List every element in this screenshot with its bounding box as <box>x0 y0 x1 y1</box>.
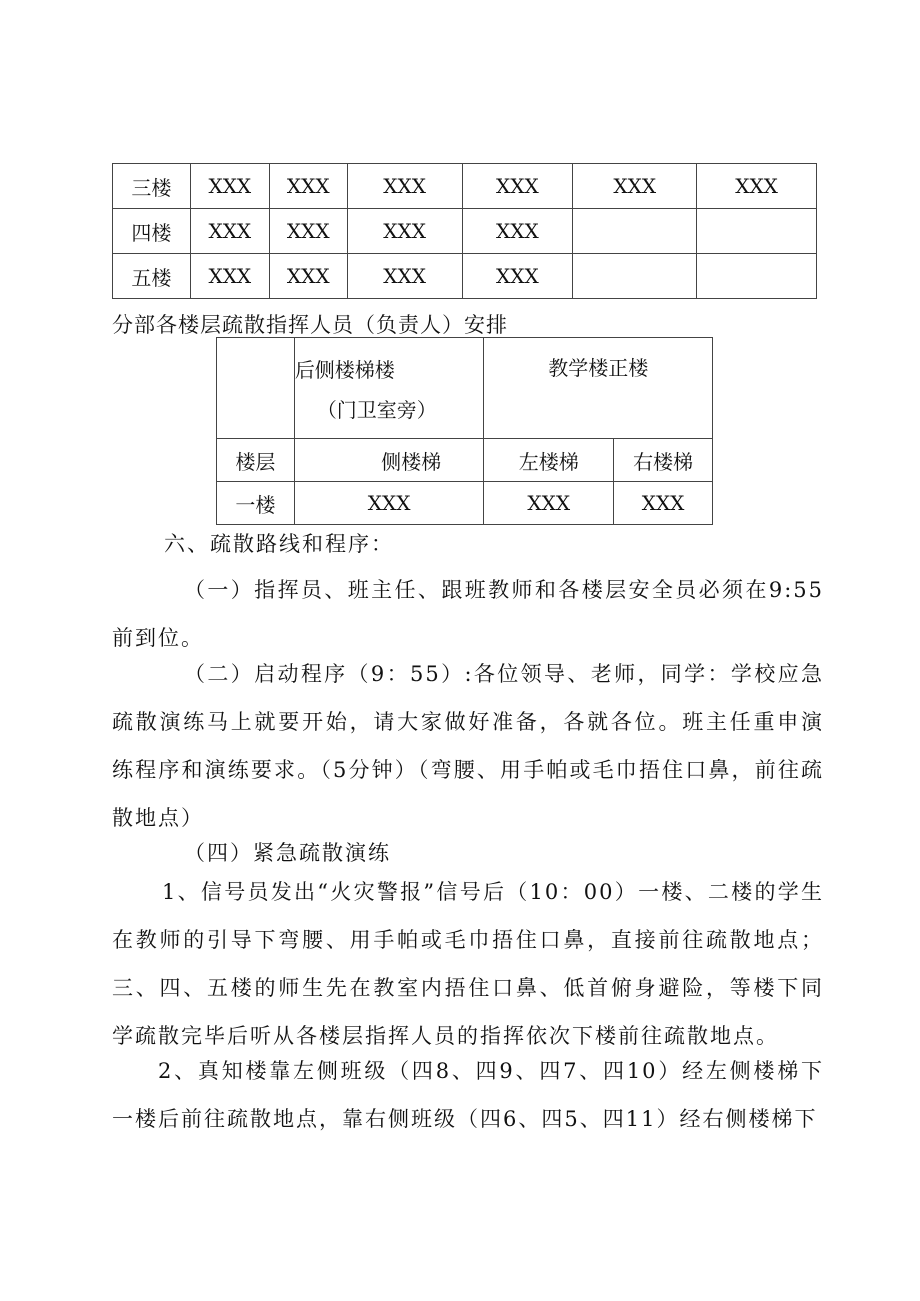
table-cell: XXX <box>269 254 347 299</box>
table-cell: XXX <box>484 482 614 525</box>
table-row <box>217 482 713 525</box>
table-cell <box>697 254 817 299</box>
left-stairs-header: 左楼梯 <box>484 439 614 482</box>
table-row <box>217 439 713 482</box>
floor-cell: 一楼 <box>217 482 295 525</box>
floor-cell: 三楼 <box>113 164 191 209</box>
paragraph: （一）指挥员、班主任、跟班教师和各楼层安全员必须在9:55前到位。 <box>112 578 824 650</box>
main-building-header: 教学楼正楼 <box>484 338 713 439</box>
side-stairs-header: 侧楼梯 <box>294 439 484 482</box>
rear-building-title: 后侧楼梯楼 <box>294 358 395 382</box>
table-cell: XXX <box>269 164 347 209</box>
table-cell <box>573 209 697 254</box>
floor-header: 楼层 <box>217 439 295 482</box>
commander-table <box>216 337 713 525</box>
table-cell: XXX <box>347 254 462 299</box>
right-stairs-header: 右楼梯 <box>614 439 713 482</box>
floor-cell: 五楼 <box>113 254 191 299</box>
table-cell: XXX <box>190 254 269 299</box>
table-row <box>113 209 817 254</box>
floor-staff-table <box>112 163 817 299</box>
table-cell: XXX <box>190 209 269 254</box>
table-cell: XXX <box>294 482 484 525</box>
table-cell: XXX <box>347 164 462 209</box>
table-cell <box>697 209 817 254</box>
section-heading: 六、疏散路线和程序： <box>164 532 394 556</box>
table-cell: XXX <box>462 164 573 209</box>
table-cell: XXX <box>347 209 462 254</box>
rear-building-subtitle: （门卫室旁） <box>316 398 437 422</box>
floor-cell: 四楼 <box>113 209 191 254</box>
table-cell: XXX <box>614 482 713 525</box>
table-cell: XXX <box>462 209 573 254</box>
paragraph: （二）启动程序（9：55）:各位领导、老师，同学：学校应急疏散演练马上就要开始，请大家做好准备，各就各位。班主任重申演练程序和演练要求。（5分钟）（弯腰、用手帕或毛巾捂住口鼻，前往疏散地点） <box>112 662 824 830</box>
table-cell: XXX <box>190 164 269 209</box>
subsection-heading: （四）紧急疏散演练 <box>184 841 391 865</box>
table-row <box>113 254 817 299</box>
paragraph: 1、信号员发出“火灾警报”信号后（10：00）一楼、二楼的学生在教师的引导下弯腰、用手帕或毛巾捂住口鼻，直接前往疏散地点；三、四、五楼的师生先在教室内捂住口鼻、低首俯身避险，等楼下同学疏散完毕后听从各楼层指挥人员的指挥依次下楼前往疏散地点。 <box>112 880 824 1048</box>
table-cell <box>573 254 697 299</box>
table-cell: XXX <box>697 164 817 209</box>
rear-building-header <box>294 338 484 439</box>
table-row <box>217 338 713 439</box>
table-row <box>113 164 817 209</box>
table-caption: 分部各楼层疏散指挥人员（负责人）安排 <box>112 313 508 337</box>
paragraph: 2、真知楼靠左侧班级（四8、四9、四7、四10）经左侧楼梯下一楼后前往疏散地点，靠右侧班级（四6、四5、四11）经右侧楼梯下 <box>112 1059 824 1131</box>
table-cell: XXX <box>462 254 573 299</box>
blank-header-cell <box>217 338 295 439</box>
table-cell: XXX <box>573 164 697 209</box>
table-cell: XXX <box>269 209 347 254</box>
